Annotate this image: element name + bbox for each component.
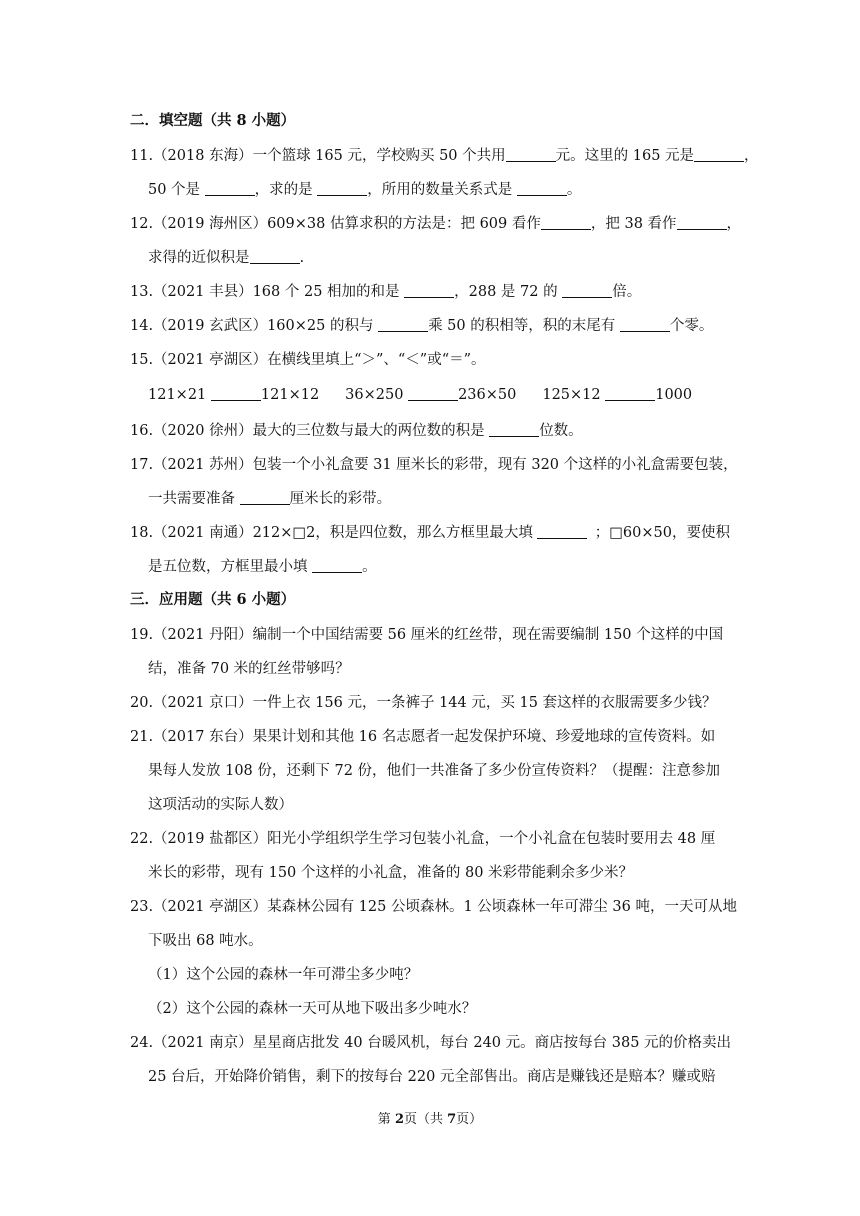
q15-expr-1a: 121×21 (148, 387, 207, 403)
q16-text-2: 位数。 (539, 423, 583, 439)
question-14 (130, 316, 860, 336)
q15-expr-1b: 121×12 (260, 387, 320, 403)
question-21-line-3: 这项活动的实际人数） (148, 797, 293, 813)
question-17-line-2 (148, 489, 860, 509)
footer-suffix: 页） (456, 1112, 483, 1127)
q11-text-4: 50 个是 (148, 182, 201, 198)
answer-blank[interactable] (677, 215, 727, 230)
answer-blank[interactable] (605, 386, 655, 401)
question-22-line-2: 米长的彩带，现有 150 个这样的小礼盒，准备的 80 米彩带能剩余多少米？ (148, 865, 634, 881)
answer-blank[interactable] (517, 181, 567, 196)
page-footer (0, 1110, 860, 1130)
page-number: 2 (394, 1112, 404, 1127)
answer-blank[interactable] (317, 181, 367, 196)
q15-expr-3b: 1000 (655, 387, 693, 403)
q18-text-3: 是五位数，方框里最小填 (148, 559, 308, 575)
answer-blank[interactable] (211, 386, 261, 401)
question-24-line-2: 25 台后，开始降价销售，剩下的按每台 220 元全部售出。商店是赚钱还是赔本？赚或赔 (148, 1069, 716, 1085)
question-23-sub-1: （1）这个公园的森林一年可滞尘多少吨？ (148, 967, 419, 983)
question-15: 15.（2021 亭湖区）在横线里填上“＞”、“＜”或“＝”。 (130, 352, 486, 368)
question-24-line-1: 24.（2021 南京）星星商店批发 40 台暖风机，每台 240 元。商店按每台 385 元的价格卖出 (130, 1035, 732, 1051)
question-18-line-2 (148, 557, 860, 577)
q11-text-7: 。 (566, 182, 582, 198)
q14-text-3: 个零。 (669, 318, 714, 334)
question-21-line-1: 21.（2017 东台）果果计划和其他 16 名志愿者一起发保护环境、珍爱地球的宣传资料。如 (130, 729, 716, 745)
question-21-line-2: 果每人发放 108 份，还剩下 72 份，他们一共准备了多少份宣传资料？（提醒：注意参加 (148, 763, 721, 779)
q12-text-5: . (299, 250, 305, 266)
answer-blank[interactable] (537, 524, 587, 539)
answer-blank[interactable] (404, 283, 454, 298)
question-19-line-2: 结，准备 70 米的红丝带够吗？ (148, 661, 350, 677)
question-19-line-1: 19.（2021 丹阳）编制一个中国结需要 56 厘米的红丝带，现在需要编制 150 个这样的中国 (130, 627, 724, 643)
answer-blank[interactable] (408, 386, 458, 401)
answer-blank[interactable] (541, 215, 591, 230)
question-22-line-1: 22.（2019 盐都区）阳光小学组织学生学习包装小礼盒，一个小礼盒在包装时要用去 48 厘 (130, 831, 716, 847)
q11-text-6: ，所用的数量关系式是 (367, 182, 513, 198)
q13-text-2: ，288 是 72 的 (454, 284, 558, 300)
question-20: 20.（2021 京口）一件上衣 156 元，一条裤子 144 元，买 15 套这样的衣服需要多少钱？ (130, 695, 717, 711)
q17-text-1: 一共需要准备 (148, 491, 235, 507)
question-23-sub-2: （2）这个公园的森林一天可从地下吸出多少吨水？ (148, 1001, 477, 1017)
answer-blank[interactable] (205, 181, 255, 196)
q11-text-1: 11.（2018 东海）一个篮球 165 元，学校购买 50 个共用 (130, 148, 506, 164)
q16-text-1: 16.（2020 徐州）最大的三位数与最大的两位数的积是 (130, 423, 485, 439)
question-13 (130, 282, 860, 302)
total-pages: 7 (447, 1112, 457, 1127)
q11-text-3: ， (744, 148, 759, 164)
q12-text-1: 12.（2019 海州区）609×38 估算求积的方法是：把 609 看作 (130, 216, 541, 232)
question-11-line-2 (148, 180, 860, 200)
section-heading-application: 三．应用题（共 6 小题） (130, 591, 296, 608)
q15-expr-2b: 236×50 (458, 387, 517, 403)
q17-text-2: 厘米长的彩带。 (289, 491, 392, 507)
q12-text-4: 求得的近似积是 (148, 250, 250, 266)
q14-text-1: 14.（2019 玄武区）160×25 的积与 (130, 318, 374, 334)
question-23-line-2: 下吸出 68 吨水。 (148, 933, 263, 949)
answer-blank[interactable] (489, 422, 539, 437)
footer-prefix: 第 (377, 1112, 395, 1127)
answer-blank[interactable] (694, 147, 744, 162)
answer-blank[interactable] (562, 283, 612, 298)
section-heading-fill-blank: 二．填空题（共 8 小题） (130, 112, 296, 129)
q18-text-2: ；□60×50，要使积 (594, 525, 730, 541)
question-12-line-2 (148, 248, 860, 268)
question-16 (130, 421, 860, 441)
question-18-line-1 (130, 523, 730, 543)
answer-blank[interactable] (620, 317, 670, 332)
q13-text-1: 13.（2021 丰县）168 个 25 相加的和是 (130, 284, 400, 300)
q13-text-3: 倍。 (612, 284, 642, 300)
question-15-expressions (148, 385, 860, 405)
answer-blank[interactable] (506, 147, 556, 162)
answer-blank[interactable] (240, 490, 290, 505)
question-17-line-1: 17.（2021 苏州）包装一个小礼盒要 31 厘米长的彩带，现有 320 个这样的小礼盒需要包装， (130, 457, 738, 473)
footer-middle: 页（共 (403, 1112, 448, 1127)
q12-text-3: ， (726, 216, 742, 232)
q15-expr-2a: 36×250 (345, 387, 404, 403)
q18-text-1: 18.（2021 南通）212×□2，积是四位数，那么方框里最大填 (130, 525, 533, 541)
q14-text-2: 乘 50 的积相等，积的末尾有 (428, 318, 616, 334)
question-11-line-1 (130, 146, 759, 166)
q12-text-2: ，把 38 看作 (590, 216, 677, 232)
q18-text-4: 。 (362, 559, 377, 575)
q11-text-5: ，求的是 (254, 182, 313, 198)
q11-text-2: 元。这里的 165 元是 (555, 148, 695, 164)
question-12-line-1 (130, 214, 742, 234)
answer-blank[interactable] (312, 558, 362, 573)
q15-expr-3a: 125×12 (542, 387, 601, 403)
answer-blank[interactable] (250, 249, 300, 264)
question-23-line-1: 23.（2021 亭湖区）某森林公园有 125 公顷森林。1 公顷森林一年可滞尘 36 吨，一天可从地 (130, 899, 737, 915)
answer-blank[interactable] (378, 317, 428, 332)
